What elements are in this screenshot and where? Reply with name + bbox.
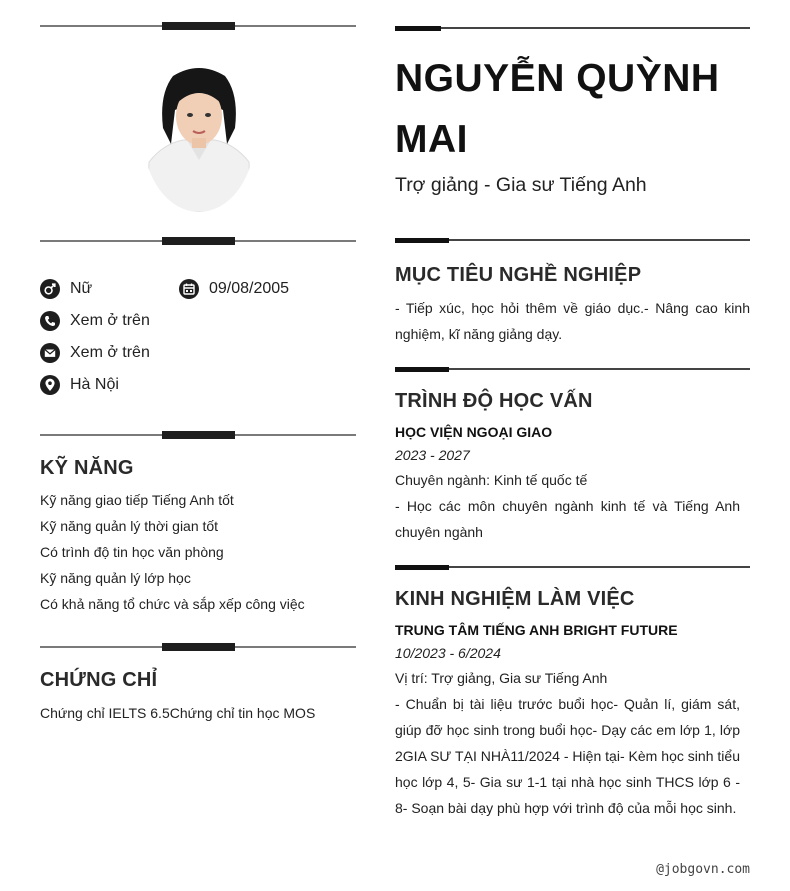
address-value: Hà Nội — [70, 376, 119, 393]
gender-row — [40, 279, 92, 299]
certificates-text: Chứng chỉ IELTS 6.5Chứng chỉ tin học MOS — [40, 705, 316, 721]
education-title: TRÌNH ĐỘ HỌC VẤN — [395, 390, 593, 412]
skills-title: KỸ NĂNG — [40, 457, 134, 479]
skill-item: Có trình độ tin học văn phòng — [40, 544, 224, 560]
experience-detail: - Chuẩn bị tài liệu trước buổi học- Quản lí, giám sát, giúp đỡ học sinh trong buổi học- Dạy các em lớp 1, lớp 2GIA SƯ TẠI NHÀ11/2024 - Hiện tại- Kèm học sinh tiểu học lớp 4, 5- Gia sư 1-1 tại nhà học sinh THCS lớp 6 - 8- Soạn bài dạy phù hợp với trình độ của mỗi học sinh. — [395, 696, 740, 816]
phone-value: Xem ở trên — [70, 312, 150, 329]
objective-text: - Tiếp xúc, học hỏi thêm về giáo dục.- Nâng cao kinh nghiệm, kĩ năng giảng dạy. — [395, 300, 750, 342]
phone-icon — [40, 311, 60, 331]
divider — [395, 238, 750, 244]
email-row — [40, 343, 150, 363]
gender-icon — [40, 279, 60, 299]
candidate-name: NGUYỄN QUỲNH MAI — [395, 57, 720, 161]
skill-item: Kỹ năng quản lý thời gian tốt — [40, 518, 219, 534]
skill-item: Kỹ năng giao tiếp Tiếng Anh tốt — [40, 492, 234, 508]
mail-icon — [40, 343, 60, 363]
birthday-value: 09/08/2005 — [209, 280, 290, 297]
divider — [40, 237, 356, 246]
objective-title: MỤC TIÊU NGHỀ NGHIỆP — [395, 264, 642, 286]
birthday-row — [179, 279, 289, 299]
email-value: Xem ở trên — [70, 344, 150, 361]
divider — [40, 431, 356, 440]
skill-item: Có khả năng tổ chức và sắp xếp công việc — [40, 596, 305, 612]
watermark: @jobgovn.com — [656, 862, 750, 877]
divider — [395, 565, 750, 571]
phone-row — [40, 311, 150, 331]
divider — [40, 643, 356, 652]
education-major: Chuyên ngành: Kinh tế quốc tế — [395, 472, 588, 488]
address-row — [40, 375, 119, 395]
gender-value: Nữ — [70, 280, 93, 297]
education-detail: - Học các môn chuyên ngành kinh tế và Tiếng Anh chuyên ngành — [395, 498, 740, 540]
location-pin-icon — [40, 375, 60, 395]
profile-photo — [143, 58, 255, 212]
divider — [40, 22, 356, 31]
experience-position: Vị trí: Trợ giảng, Gia sư Tiếng Anh — [395, 670, 608, 686]
experience-title: KINH NGHIỆM LÀM VIỆC — [395, 588, 635, 610]
calendar-icon — [179, 279, 199, 299]
experience-period: 10/2023 - 6/2024 — [395, 645, 501, 661]
divider — [395, 367, 750, 373]
company-name: TRUNG TÂM TIẾNG ANH BRIGHT FUTURE — [395, 622, 678, 638]
school-name: HỌC VIỆN NGOẠI GIAO — [395, 424, 553, 440]
certificates-title: CHỨNG CHỈ — [40, 669, 158, 691]
divider — [395, 26, 750, 32]
candidate-role: Trợ giảng - Gia sư Tiếng Anh — [395, 174, 647, 196]
skill-item: Kỹ năng quản lý lớp học — [40, 570, 191, 586]
education-period: 2023 - 2027 — [395, 447, 470, 463]
